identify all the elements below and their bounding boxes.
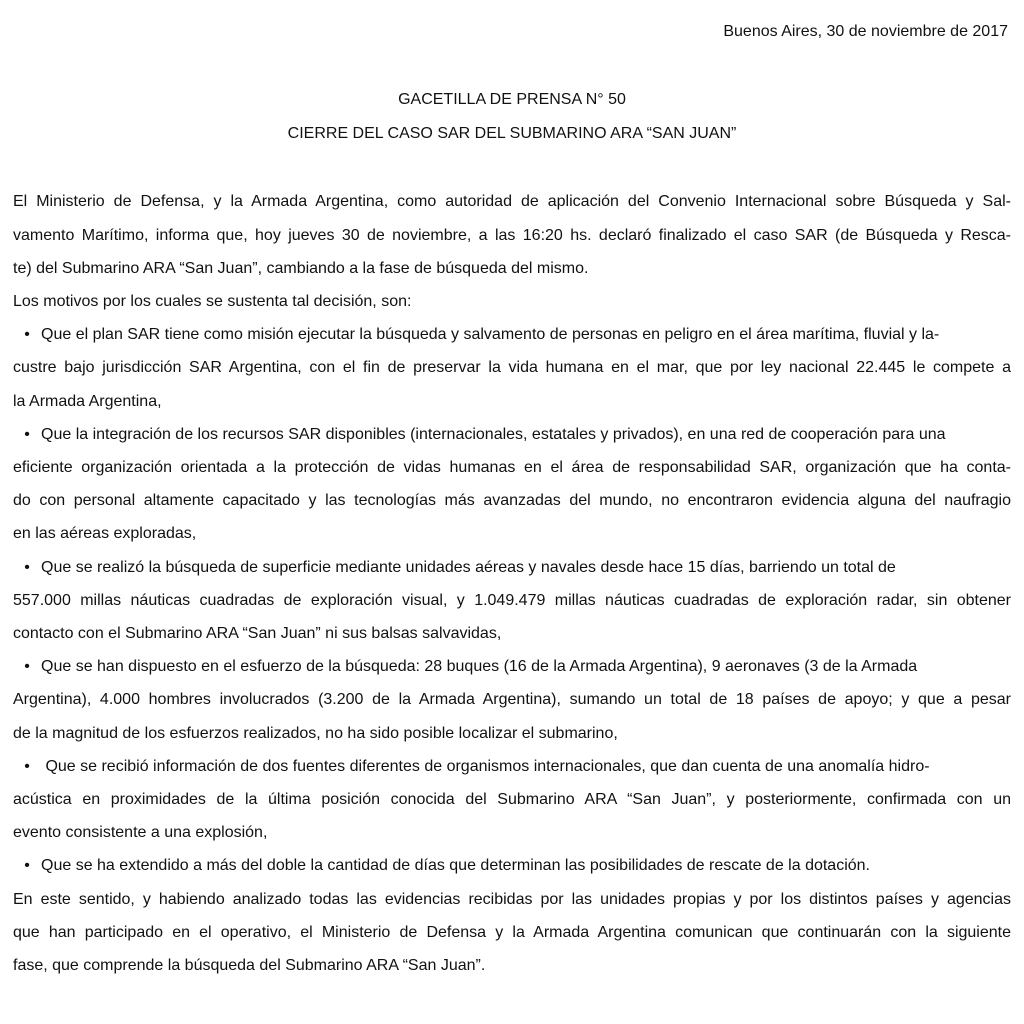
body-line: Que el plan SAR tiene como misión ejecutar la búsqueda y salvamento de personas en peligro en el área marítima, fluvial y la- bbox=[41, 326, 940, 343]
body-line: Que se recibió información de dos fuentes diferentes de organismos internacionales, que dan cuenta de una anomalía hidro- bbox=[41, 758, 930, 775]
body-line: contacto con el Submarino ARA “San Juan” ni sus balsas salvavidas, bbox=[13, 625, 502, 642]
body-line: de la magnitud de los esfuerzos realizados, no ha sido posible localizar el submarino, bbox=[13, 725, 618, 742]
bullet-marker: • bbox=[24, 857, 30, 874]
list-item bbox=[13, 423, 946, 447]
body-line: fase, que comprende la búsqueda del Submarino ARA “San Juan”. bbox=[13, 957, 486, 974]
body-line: Que la integración de los recursos SAR disponibles (internacionales, estatales y privados), en una red de cooperación para una bbox=[41, 426, 946, 443]
body-line: 557.000 millas náuticas cuadradas de exploración visual, y 1.049.479 millas náuticas cuadradas de exploración radar, sin obtener bbox=[13, 592, 1011, 609]
press-release-title: CIERRE DEL CASO SAR DEL SUBMARINO ARA “SAN JUAN” bbox=[287, 125, 737, 142]
body-line: Los motivos por los cuales se sustenta tal decisión, son: bbox=[13, 293, 412, 310]
body-line: El Ministerio de Defensa, y la Armada Argentina, como autoridad de aplicación del Convenio Internacional sobre Búsqueda y Sal- bbox=[13, 193, 1011, 210]
bullet-marker: • bbox=[24, 326, 30, 343]
list-item bbox=[13, 655, 917, 679]
body-line: te) del Submarino ARA “San Juan”, cambiando a la fase de búsqueda del mismo. bbox=[13, 260, 589, 277]
body-line: que han participado en el operativo, el Ministerio de Defensa y la Armada Argentina comunican que continuarán con la siguiente bbox=[13, 924, 1011, 941]
body-line: Que se han dispuesto en el esfuerzo de la búsqueda: 28 buques (16 de la Armada Argentina), 9 aeronaves (3 de la Armada bbox=[41, 658, 918, 675]
list-item bbox=[13, 755, 930, 779]
body-line: En este sentido, y habiendo analizado todas las evidencias recibidas por las unidades propias y por los distintos países y agencias bbox=[13, 891, 1011, 908]
bullet-marker: • bbox=[24, 559, 30, 576]
bullet-marker: • bbox=[24, 658, 30, 675]
bullet-marker: • bbox=[24, 426, 30, 443]
body-line: vamento Marítimo, informa que, hoy jueves 30 de noviembre, a las 16:20 hs. declaró finalizado el caso SAR (de Búsqueda y Resca- bbox=[13, 227, 1011, 244]
body-line: la Armada Argentina, bbox=[13, 393, 162, 410]
body-line: Que se realizó la búsqueda de superficie mediante unidades aéreas y navales desde hace 15 días, barriendo un total de bbox=[41, 559, 896, 576]
bullet-marker: • bbox=[24, 758, 30, 775]
press-release-number: GACETILLA DE PRENSA N° 50 bbox=[398, 91, 626, 108]
body-line: Argentina), 4.000 hombres involucrados (3.200 de la Armada Argentina), sumando un total de 18 países de apoyo; y que a pesar bbox=[13, 691, 1011, 708]
body-line: do con personal altamente capacitado y las tecnologías más avanzadas del mundo, no encontraron evidencia alguna del naufragio bbox=[13, 492, 1011, 509]
body-line: custre bajo jurisdicción SAR Argentina, con el fin de preservar la vida humana en el mar, que por ley nacional 22.445 le compete a bbox=[13, 359, 1011, 376]
body-line: evento consistente a una explosión, bbox=[13, 824, 268, 841]
body-line: acústica en proximidades de la última posición conocida del Submarino ARA “San Juan”, y posteriormente, confirmada con un bbox=[13, 791, 1011, 808]
list-item bbox=[13, 556, 896, 580]
body-line: Que se ha extendido a más del doble la cantidad de días que determinan las posibilidades de rescate de la dotación. bbox=[41, 857, 870, 874]
dateline: Buenos Aires, 30 de noviembre de 2017 bbox=[723, 23, 1008, 40]
body-line: eficiente organización orientada a la protección de vidas humanas en el área de responsabilidad SAR, organización que ha conta- bbox=[13, 459, 1011, 476]
list-item bbox=[13, 854, 870, 878]
body-line: en las aéreas exploradas, bbox=[13, 525, 197, 542]
list-item bbox=[13, 323, 939, 347]
